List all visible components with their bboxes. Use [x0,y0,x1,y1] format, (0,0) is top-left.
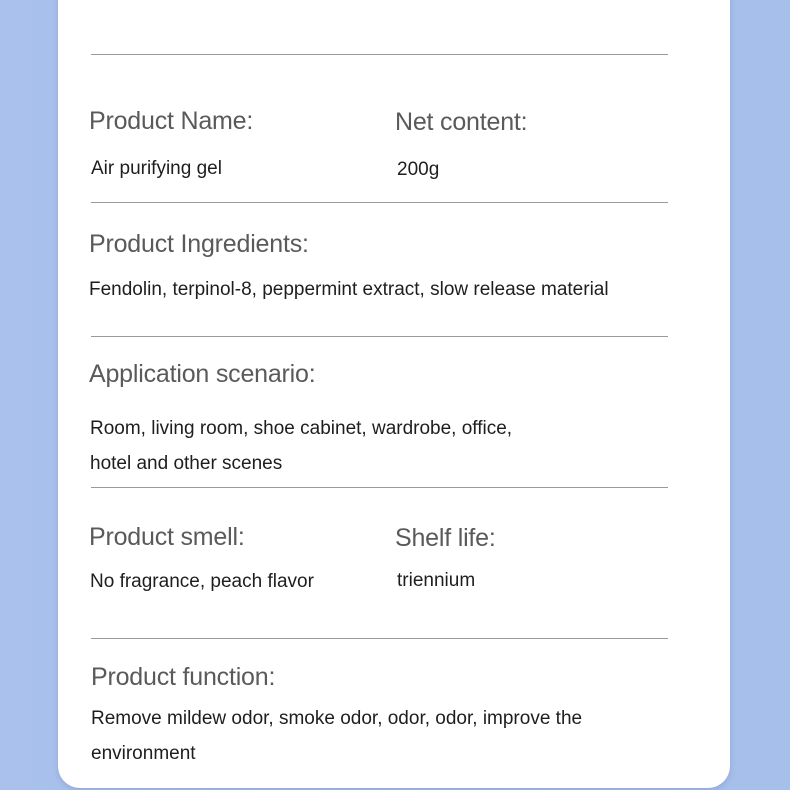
shelf-life-label: Shelf life: [395,524,496,552]
product-name-label: Product Name: [89,107,254,135]
divider-4 [91,638,668,639]
divider-top [91,54,668,55]
function-value-line1: Remove mildew odor, smoke odor, odor, odor, improve the [91,708,583,729]
application-value-line1: Room, living room, shoe cabinet, wardrobe, office, [90,418,513,439]
ingredients-label: Product Ingredients: [89,230,309,258]
net-content-value: 200g [397,159,440,180]
divider-2 [91,336,668,337]
smell-value: No fragrance, peach flavor [90,571,314,592]
divider-1 [91,202,668,203]
function-value-line2: environment [91,743,196,764]
product-name-value: Air purifying gel [91,158,222,179]
divider-3 [91,487,668,488]
application-label: Application scenario: [89,360,316,388]
shelf-life-value: triennium [397,570,476,591]
smell-label: Product smell: [89,523,245,551]
application-value-line2: hotel and other scenes [90,453,283,474]
ingredients-value: Fendolin, terpinol-8, peppermint extract, slow release material [89,279,609,300]
net-content-label: Net content: [395,108,528,136]
function-label: Product function: [91,663,276,691]
